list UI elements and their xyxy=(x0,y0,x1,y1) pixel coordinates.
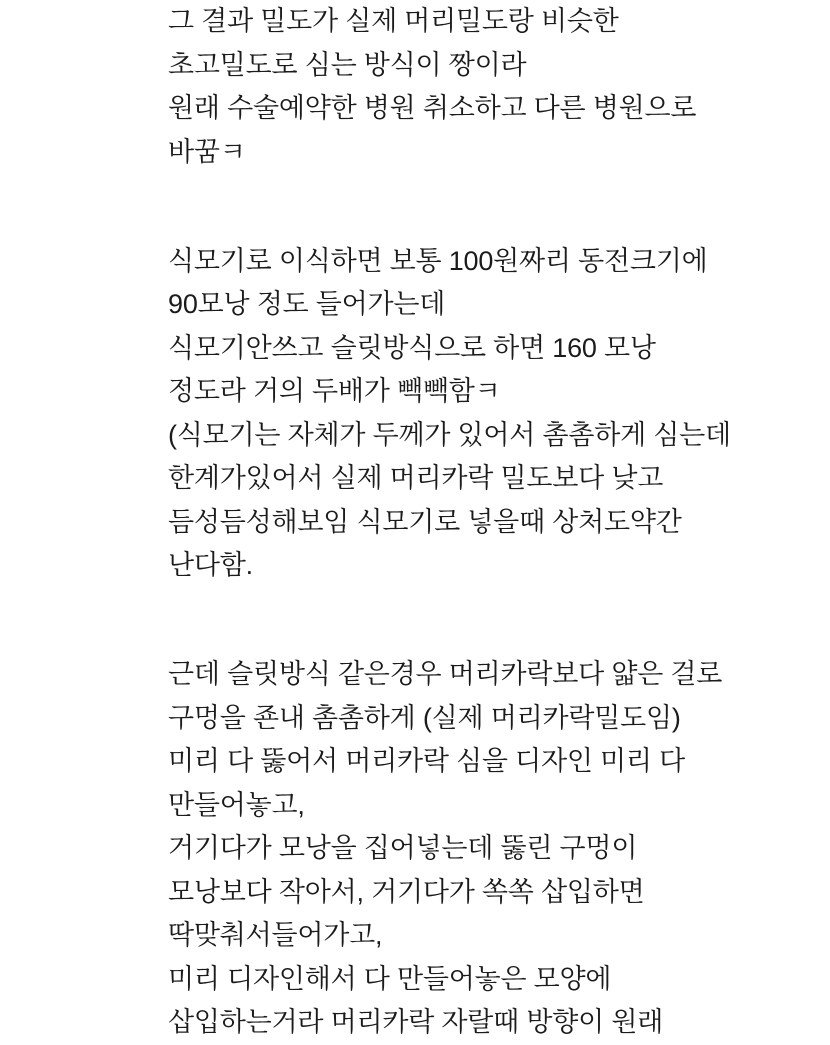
text-line: 정도라 거의 두배가 빽빽함ㅋ xyxy=(168,376,501,406)
text-line: 거기다가 모낭을 집어넣는데 뚫린 구멍이 xyxy=(168,833,638,863)
text-line: 난다함. xyxy=(168,550,253,580)
text-line: 바꿈ㅋ xyxy=(168,136,246,167)
paragraph-gap xyxy=(168,588,830,632)
text-line: 근데 슬릿방식 같은경우 머리카락보다 얇은 걸로 xyxy=(168,659,723,689)
text-line: (식모기는 자체가 두께가 있어서 촘촘하게 심는데 xyxy=(168,419,731,450)
text-line: 원래 수술예약한 병원 취소하고 다른 병원으로 xyxy=(168,93,697,123)
paragraph-gap xyxy=(168,631,830,653)
paragraph-1 xyxy=(168,0,830,174)
text-line: 미리 디자인해서 다 만들어놓은 모양에 xyxy=(168,963,612,994)
text-line: 모낭보다 작아서, 거기다가 쏙쏙 삽입하면 xyxy=(168,876,645,907)
text-line: 한계가있어서 실제 머리카락 밀도보다 낮고 xyxy=(168,463,664,493)
text-line: 딱맞춰서들어가고, xyxy=(168,920,383,950)
text-line: 구멍을 죤내 촘촘하게 (실제 머리카락밀도임) xyxy=(168,702,681,733)
text-line: 식모기로 이식하면 보통 100원짜리 동전크기에 xyxy=(168,245,708,276)
paragraph-3 xyxy=(168,653,830,1045)
text-line: 만들어놓고, xyxy=(168,789,305,820)
text-line: 초고밀도로 심는 방식이 짱이라 xyxy=(168,49,527,80)
text-line: 90모낭 정도 들어가는데 xyxy=(168,289,446,319)
text-line: 그 결과 밀도가 실제 머리밀도랑 비슷한 xyxy=(168,6,619,36)
text-line: 식모기안쓰고 슬릿방식으로 하면 160 모낭 xyxy=(168,332,656,363)
document-text-body xyxy=(168,0,830,1045)
text-line: 삽입하는거라 머리카락 자랄때 방향이 원래 xyxy=(168,1007,664,1037)
text-line: 듬성듬성해보임 식모기로 넣을때 상처도약간 xyxy=(168,506,682,537)
paragraph-gap xyxy=(168,174,830,218)
text-line: 미리 다 뚫어서 머리카락 심을 디자인 미리 다 xyxy=(168,746,685,776)
paragraph-2 xyxy=(168,240,830,588)
paragraph-gap xyxy=(168,218,830,240)
